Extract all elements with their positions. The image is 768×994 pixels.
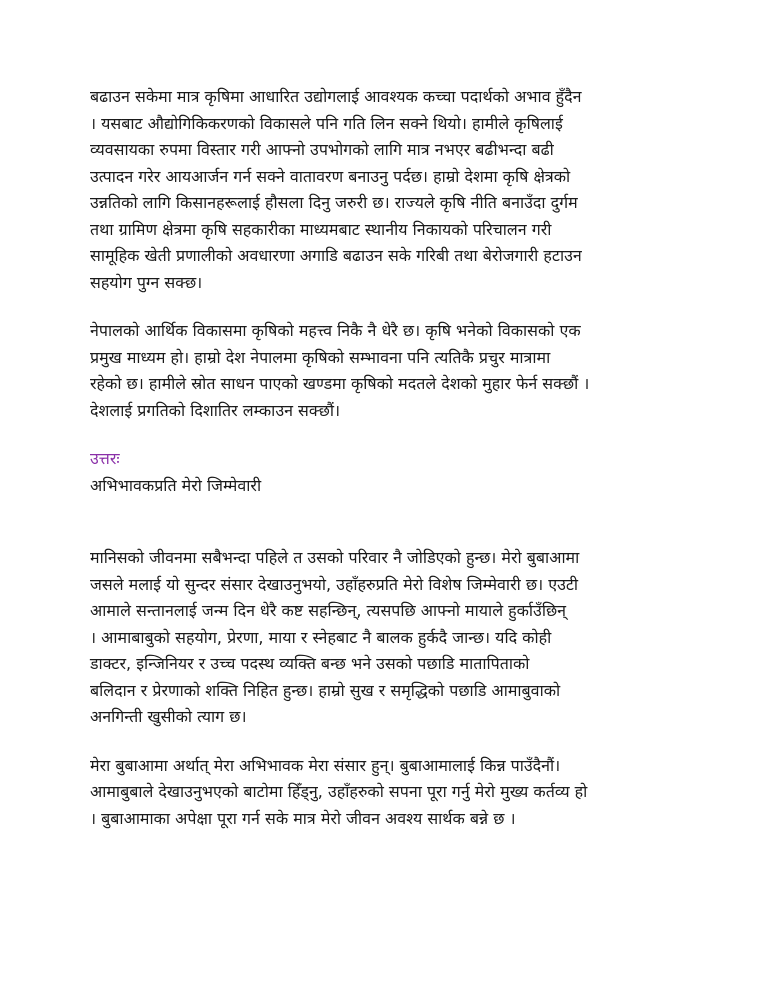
text-line: रहेको छ। हामीले स्रोत साधन पाएको खण्डमा कृषिको मदतले देशको मुहार फेर्न सक्छौं ।	[90, 374, 590, 393]
text-line: नेपालको आर्थिक विकासमा कृषिको महत्त्व निकै नै धेरै छ। कृषि भनेको विकासको एक	[90, 321, 581, 340]
text-line: । आमाबाबुको सहयोग, प्रेरणा, माया र स्नेहबाट नै बालक हुर्कदै जान्छ। यदि कोही	[90, 627, 552, 647]
text-line: मानिसको जीवनमा सबैभन्दा पहिले त उसको परिवार नै जोडिएको हुन्छ। मेरो बुबाआमा	[90, 548, 580, 567]
text-line: उत्पादन गरेर आयआर्जन गर्न सक्ने वातावरण बनाउनु पर्दछ। हाम्रो देशमा कृषि क्षेत्रको	[90, 166, 571, 186]
text-line: सहयोग पुग्न सक्छ।	[90, 272, 203, 292]
essay-title: अभिभावकप्रति मेरो जिम्मेवारी	[90, 475, 262, 495]
paragraph-agriculture-importance	[90, 318, 690, 424]
text-line: आमाले सन्तानलाई जन्म दिन धेरै कष्ट सहन्छिन्, त्यसपछि आफ्नो मायाले हुर्काउँछिन्	[90, 601, 567, 620]
paragraph-parents-role	[90, 545, 690, 731]
text-line: डाक्टर, इन्जिनियर र उच्च पदस्थ व्यक्ति बन्छ भने उसको पछाडि मातापिताको	[90, 654, 530, 673]
text-line: व्यवसायका रुपमा विस्तार गरी आफ्नो उपभोगको लागि मात्र नभएर बढीभन्दा बढी	[90, 140, 554, 159]
text-line: जसले मलाई यो सुन्दर संसार देखाउनुभयो, उहाँहरुप्रति मेरो विशेष जिम्मेवारी छ। एउटी	[90, 574, 579, 594]
text-line: बढाउन सकेमा मात्र कृषिमा आधारित उद्योगलाई आवश्यक कच्चा पदार्थको अभाव हुँदैन	[90, 87, 582, 106]
text-line: प्रमुख माध्यम हो। हाम्रो देश नेपालमा कृषिको सम्भावना पनि त्यतिकै प्रचुर मात्रामा	[90, 347, 551, 367]
text-line: देशलाई प्रगतिको दिशातिर लम्काउन सक्छौं।	[90, 400, 341, 420]
text-line: मेरा बुबाआमा अर्थात् मेरा अभिभावक मेरा संसार हुन्। बुबाआमालाई किन्न पाउँदैनौं।	[90, 755, 561, 775]
answer-label: उत्तरः	[90, 449, 120, 468]
text-line: । यसबाट औद्योगिकिकरणको विकासले पनि गति लिन सक्ने थियो। हामीले कृषिलाई	[90, 113, 563, 133]
text-line: आमाबुबाले देखाउनुभएको बाटोमा हिँड्नु, उहाँहरुको सपना पूरा गर्नु मेरो मुख्य कर्तव्य हो	[90, 782, 588, 801]
text-line: अनगिन्ती खुसीको त्याग छ।	[90, 707, 247, 726]
text-line: सामूहिक खेती प्रणालीको अवधारणा अगाडि बढाउन सके गरिबी तथा बेरोजगारी हटाउन	[90, 246, 582, 265]
document-page	[90, 84, 690, 832]
paragraph-agriculture-development	[90, 84, 690, 296]
text-line: तथा ग्रामिण क्षेत्रमा कृषि सहकारीका माध्यमबाट स्थानीय निकायको परिचालन गरी	[90, 219, 552, 239]
paragraph-my-duty	[90, 753, 690, 833]
text-line: उन्नतिको लागि किसानहरूलाई हौसला दिनु जरुरी छ। राज्यले कृषि नीति बनाउँदा दुर्गम	[90, 193, 578, 212]
text-line: बलिदान र प्रेरणाको शक्ति निहित हुन्छ। हाम्रो सुख र समृद्धिको पछाडि आमाबुवाको	[90, 680, 561, 700]
text-line: । बुबाआमाका अपेक्षा पूरा गर्न सके मात्र मेरो जीवन अवश्य सार्थक बन्ने छ ।	[90, 808, 516, 828]
